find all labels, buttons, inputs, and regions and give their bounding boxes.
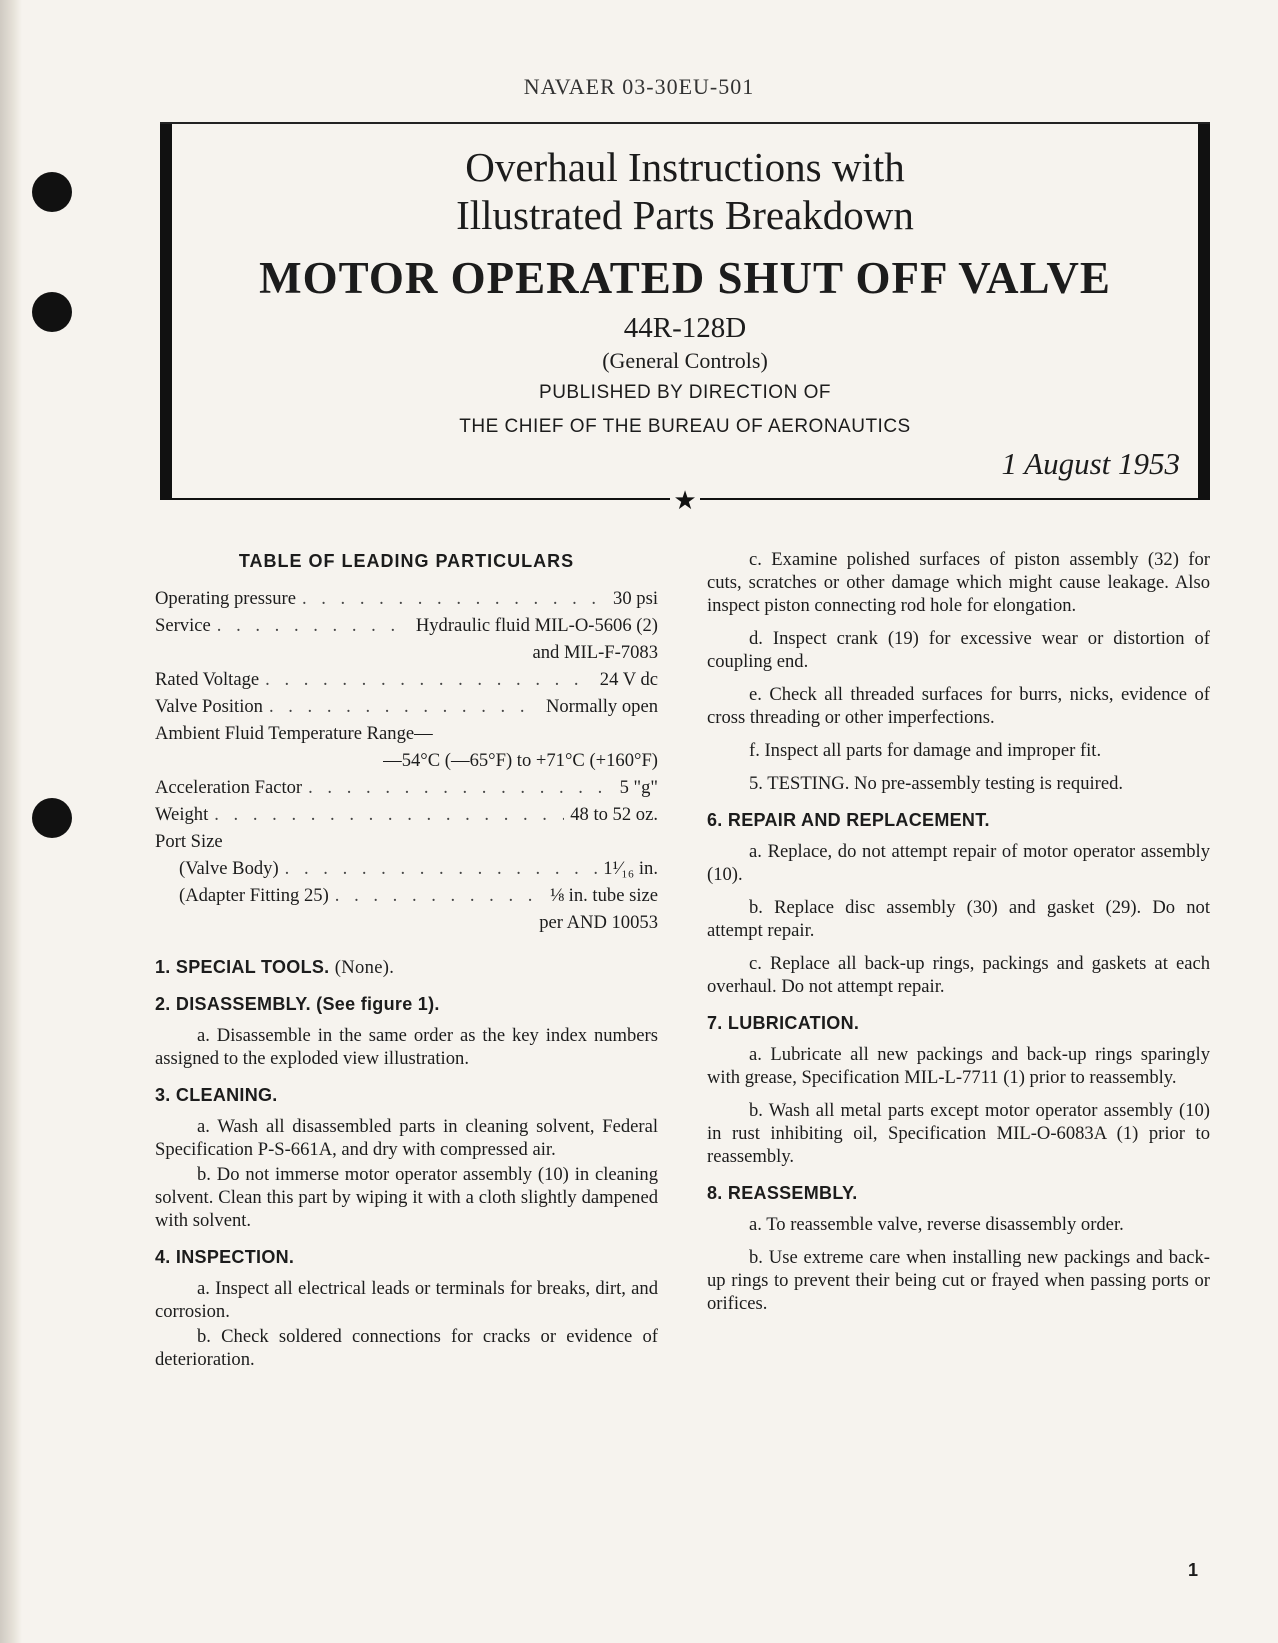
- section-cleaning-heading: 3. CLEANING.: [155, 1085, 278, 1105]
- particular-label: (Valve Body): [179, 858, 279, 879]
- paragraph: b. Replace disc assembly (30) and gasket (29). Do not attempt repair.: [707, 897, 1210, 941]
- particular-value: Normally open: [545, 696, 658, 717]
- section-inspection-heading: 4. INSPECTION.: [155, 1247, 295, 1267]
- particular-service: [155, 614, 658, 637]
- particular-label: Rated Voltage: [155, 669, 260, 690]
- document-number: NAVAER 03-30EU-501: [523, 74, 755, 99]
- leader-dots: [214, 803, 564, 826]
- particular-value-continued: and MIL-F-7083: [532, 642, 658, 663]
- particular-value: 24 V dc: [599, 669, 658, 690]
- binder-hole-top: [32, 172, 72, 212]
- paragraph: b. Use extreme care when installing new packings and back-up rings to prevent their being cut or frayed when passing ports or orifices.: [707, 1247, 1210, 1314]
- section-reassembly-heading: 8. REASSEMBLY.: [707, 1183, 858, 1203]
- page-number: 1: [1188, 1560, 1199, 1580]
- particular-label: (Adapter Fitting 25): [179, 885, 329, 906]
- section-lubrication-heading: 7. LUBRICATION.: [707, 1013, 860, 1033]
- particular-label: Operating pressure: [155, 588, 296, 609]
- section-testing: 5. TESTING. No pre-assembly testing is required.: [749, 773, 1124, 794]
- particular-ambient-value: —54°C (—65°F) to +71°C (+160°F): [383, 750, 658, 771]
- section-heading: 1. SPECIAL TOOLS.: [155, 957, 330, 977]
- right-column: [707, 548, 1210, 1325]
- particular-value: 48 to 52 oz.: [570, 804, 658, 825]
- section-repair-heading: 6. REPAIR AND REPLACEMENT.: [707, 810, 990, 830]
- particular-ambient-label: Ambient Fluid Temperature Range—: [155, 723, 433, 744]
- paragraph: f. Inspect all parts for damage and improper fit.: [749, 740, 1102, 761]
- particular-valve-position: [155, 695, 658, 718]
- particular-port-size-label: Port Size: [155, 831, 223, 852]
- particular-label: Weight: [155, 804, 209, 825]
- part-number: 44R-128D: [623, 312, 747, 344]
- leader-dots: [269, 695, 540, 718]
- paragraph: a. Wash all disassembled parts in cleaning solvent, Federal Specification P-S-661A, and dry with compressed air.: [155, 1116, 658, 1160]
- manufacturer: (General Controls): [602, 348, 768, 373]
- published-line-2: THE CHIEF OF THE BUREAU OF AERONAUTICS: [459, 416, 911, 437]
- particular-value: 1¹⁄₁₆ in.: [603, 858, 658, 879]
- publication-date: 1 August 1953: [1001, 446, 1180, 481]
- leader-dots: [335, 884, 544, 907]
- leader-dots: [285, 857, 598, 880]
- paragraph: b. Check soldered connections for cracks or evidence of deterioration.: [155, 1326, 658, 1370]
- section-disassembly-heading: 2. DISASSEMBLY. (See figure 1).: [155, 994, 440, 1014]
- published-line-1: PUBLISHED BY DIRECTION OF: [539, 382, 831, 403]
- paragraph: a. Lubricate all new packings and back-up rings sparingly with grease, Specification MIL-L-7711 (1) prior to reassembly.: [707, 1044, 1210, 1088]
- title-line-1: Overhaul Instructions with: [465, 144, 905, 190]
- left-column: [155, 548, 658, 1381]
- particulars-title: TABLE OF LEADING PARTICULARS: [238, 551, 575, 571]
- page-edge: [0, 0, 22, 1643]
- star-icon: ★: [670, 486, 700, 516]
- title-line-2: Illustrated Parts Breakdown: [456, 192, 914, 238]
- paragraph: b. Do not immerse motor operator assembly (10) in cleaning solvent. Clean this part by wiping it with a cloth slightly dampened with solvent.: [155, 1164, 658, 1231]
- particular-acceleration: [155, 776, 658, 799]
- particular-value-continued: per AND 10053: [539, 912, 658, 933]
- particular-label: Service: [155, 615, 211, 636]
- particular-value: 5 "g": [619, 777, 658, 798]
- paragraph: a. Replace, do not attempt repair of motor operator assembly (10).: [707, 841, 1210, 885]
- section-special-tools: [155, 956, 658, 979]
- particular-value: ⅛ in. tube size: [550, 885, 658, 906]
- leader-dots: [217, 614, 410, 637]
- particular-rated-voltage: [155, 668, 658, 691]
- particular-value: 30 psi: [613, 588, 658, 609]
- binder-hole-middle: [32, 292, 72, 332]
- paragraph: a. To reassemble valve, reverse disassembly order.: [749, 1214, 1124, 1235]
- particular-operating-pressure: [155, 587, 658, 610]
- particular-value: Hydraulic fluid MIL-O-5606 (2): [415, 615, 658, 636]
- paragraph: a. Inspect all electrical leads or terminals for breaks, dirt, and corrosion.: [155, 1278, 658, 1322]
- particular-valve-body: [155, 857, 658, 880]
- section-note: (None).: [334, 957, 395, 978]
- paragraph: e. Check all threaded surfaces for burrs, nicks, evidence of cross threading or other imperfections.: [707, 684, 1210, 728]
- particular-label: Valve Position: [155, 696, 263, 717]
- binder-hole-bottom: [32, 798, 72, 838]
- title-block: [160, 122, 1210, 515]
- paragraph: a. Disassemble in the same order as the key index numbers assigned to the exploded view illustration.: [155, 1025, 658, 1069]
- particular-label: Acceleration Factor: [155, 777, 303, 798]
- leader-dots: [265, 668, 594, 691]
- paragraph: c. Replace all back-up rings, packings and gaskets at each overhaul. Do not attempt repair.: [707, 953, 1210, 997]
- main-title: MOTOR OPERATED SHUT OFF VALVE: [259, 253, 1111, 303]
- paragraph: d. Inspect crank (19) for excessive wear or distortion of coupling end.: [707, 628, 1210, 672]
- paragraph: c. Examine polished surfaces of piston assembly (32) for cuts, scratches or other damage which might cause leakage. Also inspect piston connecting rod hole for elongation.: [707, 549, 1210, 616]
- particular-adapter-fitting: [155, 884, 658, 907]
- particular-weight: [155, 803, 658, 826]
- leader-dots: [308, 776, 613, 799]
- leader-dots: [302, 587, 607, 610]
- paragraph: b. Wash all metal parts except motor operator assembly (10) in rust inhibiting oil, Specification MIL-O-6083A (1) prior to reassembly.: [707, 1100, 1210, 1167]
